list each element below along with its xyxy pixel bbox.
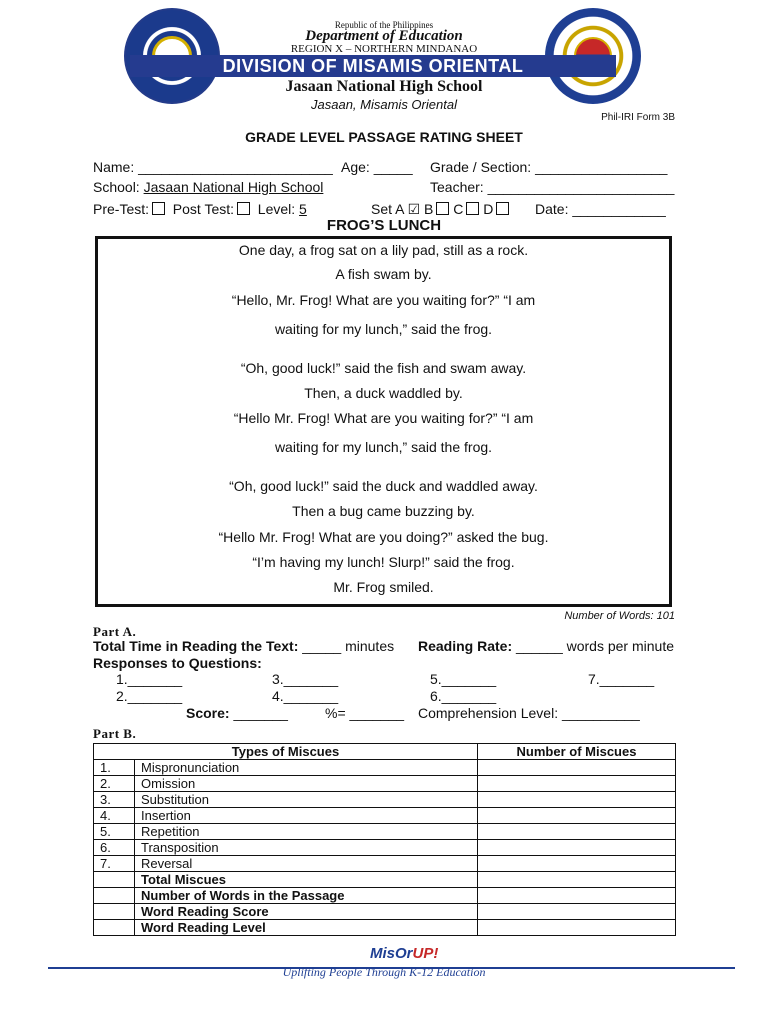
date-row	[535, 201, 666, 217]
set-c-checkbox[interactable]	[466, 202, 479, 215]
miscue-count-cell[interactable]	[478, 776, 676, 792]
logo-up: UP!	[412, 945, 439, 962]
school-location: Jasaan, Misamis Oriental	[311, 97, 457, 112]
summary-row	[94, 904, 676, 920]
miscue-count-cell[interactable]	[478, 792, 676, 808]
percent-row	[325, 705, 404, 721]
percent-label: %=	[325, 705, 346, 721]
passage-line: A fish swam by.	[335, 266, 432, 282]
miscue-count-cell[interactable]	[478, 808, 676, 824]
table-row	[94, 760, 676, 776]
rate-blank[interactable]: ______	[516, 638, 563, 654]
passage-line: One day, a frog sat on a lily pad, still as a rock.	[238, 242, 529, 258]
teacher-blank[interactable]: ________________________	[487, 179, 675, 195]
table-row	[94, 776, 676, 792]
teacher-label: Teacher:	[430, 179, 484, 195]
passage-line: “Hello, Mr. Frog! What are you waiting for?” “I am	[231, 292, 536, 308]
time-blank[interactable]: _____	[302, 638, 342, 654]
part-a-heading: Part A.	[93, 624, 137, 639]
comprehension-label: Comprehension Level:	[418, 705, 559, 721]
comprehension-blank[interactable]: __________	[561, 705, 640, 721]
reading-rate-row	[418, 638, 674, 654]
pretest-label: Pre-Test:	[93, 201, 150, 217]
table-row	[94, 856, 676, 872]
answer-3[interactable]: 3._______	[272, 671, 339, 687]
table-row	[94, 824, 676, 840]
grade-row	[430, 159, 667, 175]
school-value: Jasaan National High School	[143, 179, 324, 195]
passage-line: “Oh, good luck!” said the fish and swam away.	[240, 360, 527, 376]
score-label: Score:	[186, 705, 230, 721]
republic-label: Republic of the Philippines	[334, 20, 434, 30]
row-number: 3.	[94, 792, 135, 808]
set-d-checkbox[interactable]	[496, 202, 509, 215]
comprehension-row	[418, 705, 640, 721]
summary-row	[94, 920, 676, 936]
misor-up-logo	[370, 945, 438, 962]
passage-line: “Hello Mr. Frog! What are you doing?” asked the bug.	[218, 529, 549, 545]
table-row	[94, 792, 676, 808]
miscue-type: Transposition	[135, 840, 478, 856]
grade-label: Grade / Section:	[430, 159, 532, 175]
answer-5[interactable]: 5._______	[430, 671, 497, 687]
passage-line: “Hello Mr. Frog! What are you waiting for?” “I am	[233, 410, 534, 426]
set-b-checkbox[interactable]	[436, 202, 449, 215]
miscues-table	[93, 743, 676, 936]
set-c-label: C	[453, 201, 464, 217]
row-number: 1.	[94, 760, 135, 776]
rate-unit: words per minute	[566, 638, 675, 654]
miscue-count-cell[interactable]	[478, 760, 676, 776]
miscue-count-cell[interactable]	[478, 824, 676, 840]
miscue-type: Substitution	[135, 792, 478, 808]
answer-1[interactable]: 1._______	[116, 671, 183, 687]
passage-line: Then a bug came buzzing by.	[292, 503, 475, 519]
passage-title: FROG’S LUNCH	[326, 217, 442, 234]
summary-value-cell[interactable]	[478, 920, 676, 936]
school-label: School:	[93, 179, 140, 195]
table-row	[94, 808, 676, 824]
set-a-label: Set A	[371, 201, 404, 217]
percent-blank[interactable]: _______	[349, 705, 405, 721]
age-row	[341, 159, 413, 175]
age-label: Age:	[341, 159, 370, 175]
set-b-label: B	[424, 201, 434, 217]
set-d-label: D	[483, 201, 494, 217]
page-title: GRADE LEVEL PASSAGE RATING SHEET	[245, 129, 523, 145]
summary-label: Word Reading Score	[135, 904, 478, 920]
table-header-row	[94, 744, 676, 760]
types-header: Types of Miscues	[94, 744, 478, 760]
answer-6[interactable]: 6._______	[430, 688, 497, 704]
passage-line: waiting for my lunch,” said the frog.	[274, 439, 493, 455]
passage-line: Then, a duck waddled by.	[304, 385, 463, 401]
passage-line: “I’m having my lunch! Slurp!” said the frog.	[252, 554, 515, 570]
division-banner: DIVISION OF MISAMIS ORIENTAL	[130, 55, 616, 77]
answer-2[interactable]: 2._______	[116, 688, 183, 704]
posttest-label: Post Test:	[172, 201, 235, 217]
pretest-checkbox[interactable]	[152, 202, 165, 215]
posttest-checkbox[interactable]	[237, 202, 250, 215]
responses-label: Responses to Questions:	[93, 655, 262, 671]
footer-tagline: Uplifting People Through K-12 Education	[282, 965, 486, 979]
miscue-count-cell[interactable]	[478, 856, 676, 872]
miscue-type: Repetition	[135, 824, 478, 840]
row-number: 2.	[94, 776, 135, 792]
summary-label: Word Reading Level	[135, 920, 478, 936]
rate-label: Reading Rate:	[418, 638, 513, 654]
passage-line: waiting for my lunch,” said the frog.	[274, 321, 493, 337]
school-row	[93, 179, 323, 195]
date-label: Date:	[535, 201, 569, 217]
summary-label: Total Miscues	[135, 872, 478, 888]
table-row	[94, 840, 676, 856]
test-row	[93, 201, 307, 217]
row-number: 7.	[94, 856, 135, 872]
summary-value-cell[interactable]	[478, 872, 676, 888]
answer-4[interactable]: 4._______	[272, 688, 339, 704]
summary-value-cell[interactable]	[478, 904, 676, 920]
score-row	[186, 705, 288, 721]
passage-line: Mr. Frog smiled.	[333, 579, 434, 595]
miscue-type: Reversal	[135, 856, 478, 872]
level-value: 5	[299, 201, 307, 217]
miscue-type: Mispronunciation	[135, 760, 478, 776]
row-number: 6.	[94, 840, 135, 856]
department-label: Department of Education	[305, 28, 463, 44]
school-name: Jasaan National High School	[285, 78, 483, 95]
miscue-type: Insertion	[135, 808, 478, 824]
grade-blank[interactable]: _________________	[535, 159, 668, 175]
form-code: Phil-IRI Form 3B	[601, 112, 675, 123]
teacher-row	[430, 179, 674, 195]
date-blank[interactable]: ____________	[572, 201, 666, 217]
score-blank[interactable]: _______	[233, 705, 288, 721]
part-b-heading: Part B.	[93, 726, 137, 741]
name-row	[93, 159, 333, 175]
summary-row	[94, 888, 676, 904]
region-label: REGION X – NORTHERN MINDANAO	[290, 43, 478, 55]
summary-value-cell[interactable]	[478, 888, 676, 904]
miscue-count-cell[interactable]	[478, 840, 676, 856]
reading-time-row	[93, 638, 394, 654]
time-label: Total Time in Reading the Text:	[93, 638, 299, 654]
time-unit: minutes	[345, 638, 395, 654]
logo-text: MisOr	[370, 945, 413, 962]
word-count: Number of Words: 101	[564, 610, 675, 622]
passage-line: “Oh, good luck!” said the duck and waddled away.	[229, 478, 538, 494]
miscue-type: Omission	[135, 776, 478, 792]
age-blank[interactable]: _____	[373, 159, 413, 175]
summary-row	[94, 872, 676, 888]
name-label: Name:	[93, 159, 135, 175]
name-blank[interactable]: _________________________	[138, 159, 333, 175]
row-number: 5.	[94, 824, 135, 840]
number-header: Number of Miscues	[478, 744, 676, 760]
level-label: Level:	[257, 201, 296, 217]
set-a-checkbox[interactable]: ☑	[407, 201, 421, 217]
summary-label: Number of Words in the Passage	[135, 888, 478, 904]
answer-7[interactable]: 7._______	[588, 671, 655, 687]
row-number: 4.	[94, 808, 135, 824]
set-row	[371, 201, 509, 218]
